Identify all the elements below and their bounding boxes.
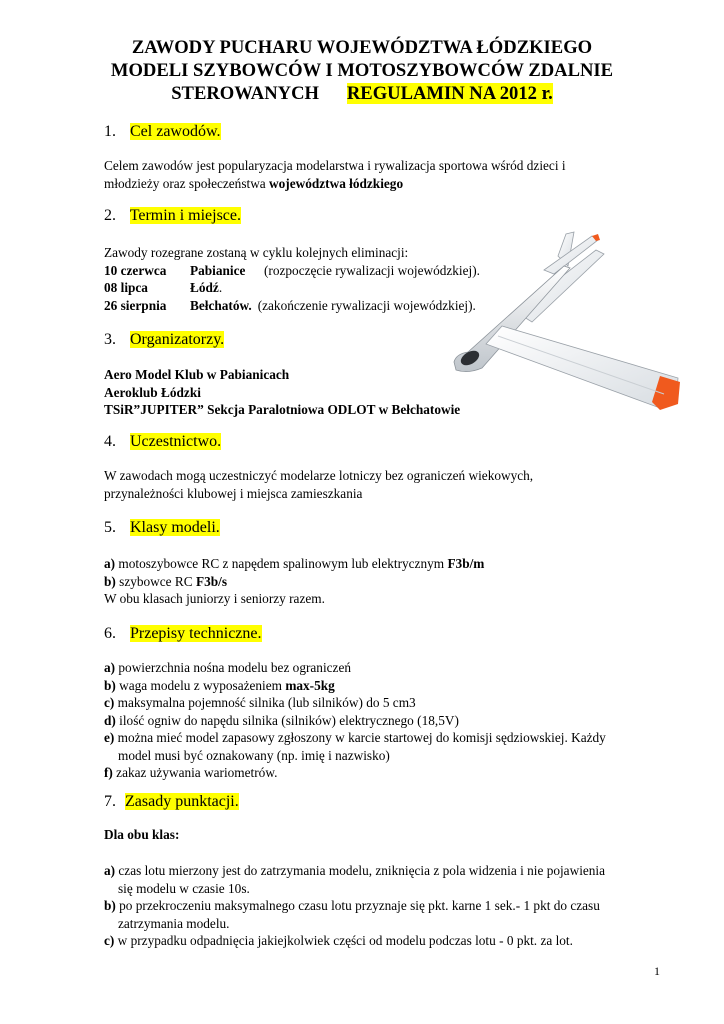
organizer: Aeroklub Łódzki (104, 384, 201, 400)
wing-line (498, 336, 664, 394)
schedule-date: 26 sierpnia (104, 297, 167, 313)
section-3-heading (104, 330, 224, 350)
section-title: Zasady punktacji. (125, 793, 239, 810)
list-item (104, 729, 664, 747)
schedule-date: 10 czerwca (104, 262, 167, 278)
section-2-heading (104, 206, 241, 226)
section-7-heading (104, 792, 239, 812)
wing-near (486, 326, 678, 408)
list-letter: b) (104, 898, 116, 913)
section-number: 5. (104, 519, 116, 536)
section-title: Termin i miejsce. (129, 207, 242, 224)
section-number: 7. (104, 793, 116, 810)
text: motoszybowce RC z napędem spalinowym lub elektrycznym (115, 556, 448, 571)
list-item (104, 932, 664, 950)
paragraph-line: Celem zawodów jest popularyzacja modelarstwa i rywalizacja sportowa wśród dzieci i (104, 158, 566, 173)
section-title: Uczestnictwo. (130, 433, 222, 450)
text: po przekroczeniu maksymalnego czasu lotu przyznaje się pkt. karne 1 sek.- 1 pkt do czasu (115, 898, 600, 913)
schedule-place: Bełchatów. (190, 297, 252, 313)
section-number: 1. (104, 123, 116, 140)
schedule-note: (zakończenie rywalizacji wojewódzkiej). (257, 297, 476, 313)
section-7-subheading (104, 826, 664, 844)
text: waga modelu z wyposażeniem (115, 677, 286, 693)
bold-text: F3b/m (447, 556, 485, 571)
paragraph-line: W zawodach mogą uczestniczyć modelarze lotniczy bez ograniczeń wiekowych, (104, 468, 534, 483)
section-6-body (104, 659, 664, 782)
list-item (104, 659, 664, 677)
title-line-1: ZAWODY PUCHARU WOJEWÓDZTWA ŁÓDZKIEGO (131, 37, 593, 58)
paragraph-line: Zawody rozegrane zostaną w cyklu kolejnych eliminacji: (104, 245, 409, 260)
list-item (104, 712, 664, 730)
list-letter: f) (104, 765, 113, 780)
document-title (70, 36, 654, 105)
page-number: 1 (654, 964, 660, 978)
list-letter: a) (104, 863, 116, 878)
section-number: 2. (104, 207, 116, 224)
list-letter: a) (104, 660, 116, 675)
schedule-note: . (218, 280, 223, 295)
bold-text: max-5kg (285, 677, 335, 693)
section-7-body (104, 862, 664, 950)
glider-illustration (446, 226, 682, 432)
section-number: 3. (104, 331, 116, 348)
section-5-body (104, 555, 664, 608)
schedule-place: Łódź (190, 280, 219, 295)
bold-text: F3b/s (195, 573, 228, 589)
text: szybowce RC (115, 573, 196, 589)
list-item (104, 573, 664, 591)
list-item-continuation: zatrzymania modelu. (118, 915, 230, 931)
list-letter: a) (104, 556, 116, 571)
section-title: Cel zawodów. (130, 123, 221, 140)
subheading: Dla obu klas: (104, 827, 180, 842)
section-title: Klasy modeli. (130, 519, 220, 536)
list-letter: b) (104, 573, 116, 589)
section-4-heading (104, 432, 221, 452)
section-title: Przepisy techniczne. (130, 625, 262, 642)
list-item (104, 764, 664, 782)
text: maksymalna pojemność silnika (lub silników) do 5 cm3 (114, 695, 416, 710)
section-4-body (104, 467, 664, 502)
list-item-continuation: model musi być oznakowany (np. imię i nazwisko) (118, 747, 390, 763)
list-letter: d) (104, 712, 116, 728)
text: w przypadku odpadnięcia jakiejkolwiek części od modelu podczas lotu - 0 pkt. za lot. (114, 933, 573, 948)
text: powierzchnia nośna modelu bez ograniczeń (115, 660, 352, 675)
list-item (104, 694, 664, 712)
paragraph-line: przynależności klubowej i miejsca zamieszkania (104, 485, 363, 501)
bold-text: województwa łódzkiego (269, 175, 404, 191)
title-line-2: MODELI SZYBOWCÓW I MOTOSZYBOWCÓW ZDALNIE (110, 60, 614, 81)
paragraph-line: W obu klasach juniorzy i seniorzy razem. (104, 591, 325, 606)
list-item (104, 555, 664, 573)
text: czas lotu mierzony jest do zatrzymania modelu, zniknięcia z pola widzenia i nie pojawienia (115, 863, 606, 878)
section-6-heading (104, 624, 262, 644)
list-item (104, 897, 664, 915)
title-highlight: REGULAMIN NA 2012 r. (346, 83, 553, 104)
list-item (104, 677, 664, 695)
section-5-heading (104, 518, 220, 538)
text: zakaz używania wariometrów. (112, 765, 278, 780)
schedule-note: (rozpoczęcie rywalizacji wojewódzkiej). (264, 262, 480, 278)
text: ilość ogniw do napędu silnika (silników) elektrycznego (18,5V) (115, 712, 459, 728)
organizer: TSiR”JUPITER” Sekcja Paralotniowa ODLOT w Bełchatowie (104, 402, 461, 417)
section-number: 6. (104, 625, 116, 642)
section-1-body (104, 157, 664, 192)
section-number: 4. (104, 433, 116, 450)
list-item-continuation: się modelu w czasie 10s. (118, 880, 250, 896)
list-item (104, 862, 664, 880)
title-line-3 (70, 82, 654, 105)
schedule-date: 08 lipca (104, 280, 148, 295)
section-title: Organizatorzy. (130, 331, 225, 348)
schedule-place: Pabianice (190, 262, 246, 278)
list-letter: c) (104, 695, 115, 710)
paragraph-line (104, 175, 664, 193)
text: młodzieży oraz społeczeństwa (104, 175, 270, 191)
list-letter: e) (104, 730, 115, 745)
list-letter: b) (104, 677, 116, 693)
section-1-heading (104, 122, 221, 142)
organizer: Aero Model Klub w Pabianicach (104, 367, 290, 382)
title-line-3-text: STEROWANYCH (171, 83, 319, 104)
text: można mieć model zapasowy zgłoszony w karcie startowej do komisji sędziowskiej. Każdy (114, 730, 606, 745)
list-letter: c) (104, 933, 115, 948)
